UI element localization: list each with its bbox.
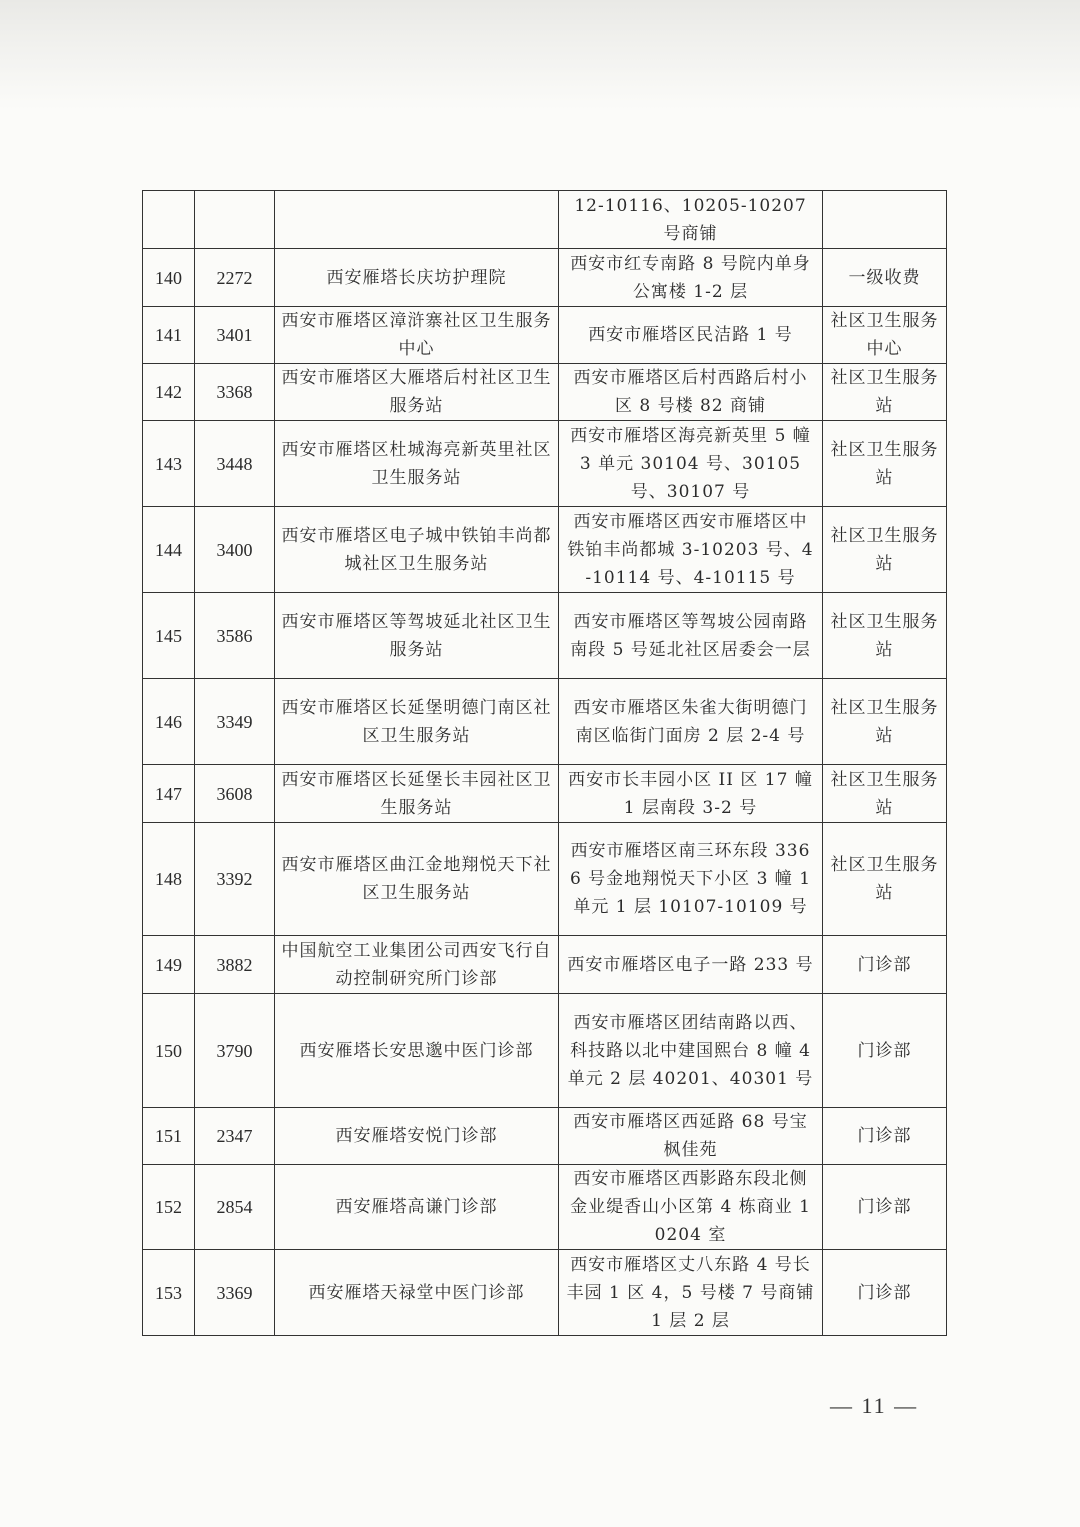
table-row <box>143 1165 947 1250</box>
row-index <box>143 191 195 249</box>
row-category: 社区卫生服务站 <box>823 765 947 823</box>
table-row <box>143 1250 947 1336</box>
row-code: 3369 <box>195 1250 275 1336</box>
row-name: 西安市雁塔区长延堡明德门南区社区卫生服务站 <box>275 679 559 765</box>
row-index: 146 <box>143 679 195 765</box>
row-name: 西安雁塔长庆坊护理院 <box>275 249 559 307</box>
row-category: 社区卫生服务站 <box>823 679 947 765</box>
row-index: 152 <box>143 1165 195 1250</box>
row-category: 社区卫生服务站 <box>823 364 947 421</box>
row-code: 3368 <box>195 364 275 421</box>
row-name: 西安雁塔高谦门诊部 <box>275 1165 559 1250</box>
row-address: 西安市雁塔区西安市雁塔区中铁铂丰尚都城 3-10203 号、4-10114 号、4-10115 号 <box>559 507 823 593</box>
row-index: 151 <box>143 1108 195 1165</box>
row-name: 西安雁塔长安思邈中医门诊部 <box>275 994 559 1108</box>
table-row <box>143 249 947 307</box>
scan-shadow <box>0 0 1080 110</box>
row-index: 143 <box>143 421 195 507</box>
row-code: 3400 <box>195 507 275 593</box>
row-category: 门诊部 <box>823 936 947 994</box>
row-category: 一级收费 <box>823 249 947 307</box>
table-row <box>143 1108 947 1165</box>
row-index: 147 <box>143 765 195 823</box>
row-name: 西安市雁塔区电子城中铁铂丰尚都城社区卫生服务站 <box>275 507 559 593</box>
row-address: 西安市雁塔区丈八东路 4 号长丰园 1 区 4，5 号楼 7 号商铺 1 层 2 层 <box>559 1250 823 1336</box>
table-row <box>143 364 947 421</box>
row-category: 社区卫生服务中心 <box>823 307 947 364</box>
row-name <box>275 191 559 249</box>
row-index: 153 <box>143 1250 195 1336</box>
row-address: 西安市红专南路 8 号院内单身公寓楼 1-2 层 <box>559 249 823 307</box>
table-row <box>143 593 947 679</box>
row-name: 西安市雁塔区等驾坡延北社区卫生服务站 <box>275 593 559 679</box>
row-address: 12-10116、10205-10207 号商铺 <box>559 191 823 249</box>
row-name: 西安市雁塔区漳浒寨社区卫生服务中心 <box>275 307 559 364</box>
row-address: 西安市雁塔区南三环东段 3366 号金地翔悦天下小区 3 幢 1 单元 1 层 10107-10109 号 <box>559 823 823 936</box>
row-code: 3882 <box>195 936 275 994</box>
row-code <box>195 191 275 249</box>
row-address: 西安市雁塔区西延路 68 号宝枫佳苑 <box>559 1108 823 1165</box>
table-row <box>143 679 947 765</box>
row-code: 3608 <box>195 765 275 823</box>
table-row <box>143 307 947 364</box>
table-row <box>143 191 947 249</box>
row-name: 西安市雁塔区长延堡长丰园社区卫生服务站 <box>275 765 559 823</box>
table-row <box>143 765 947 823</box>
row-code: 3586 <box>195 593 275 679</box>
row-address: 西安市雁塔区电子一路 233 号 <box>559 936 823 994</box>
row-name: 西安雁塔安悦门诊部 <box>275 1108 559 1165</box>
row-address: 西安市雁塔区后村西路后村小区 8 号楼 82 商铺 <box>559 364 823 421</box>
table-row <box>143 994 947 1108</box>
row-code: 3790 <box>195 994 275 1108</box>
row-code: 3401 <box>195 307 275 364</box>
row-category: 门诊部 <box>823 994 947 1108</box>
table-row <box>143 823 947 936</box>
row-index: 142 <box>143 364 195 421</box>
table-row <box>143 936 947 994</box>
row-name: 中国航空工业集团公司西安飞行自动控制研究所门诊部 <box>275 936 559 994</box>
row-category <box>823 191 947 249</box>
row-index: 145 <box>143 593 195 679</box>
row-code: 2272 <box>195 249 275 307</box>
row-category: 社区卫生服务站 <box>823 507 947 593</box>
row-code: 2347 <box>195 1108 275 1165</box>
row-address: 西安市雁塔区海亮新英里 5 幢 3 单元 30104 号、30105 号、30107 号 <box>559 421 823 507</box>
row-name: 西安雁塔天禄堂中医门诊部 <box>275 1250 559 1336</box>
table-row <box>143 421 947 507</box>
row-code: 2854 <box>195 1165 275 1250</box>
table-row <box>143 507 947 593</box>
row-category: 社区卫生服务站 <box>823 593 947 679</box>
row-code: 3392 <box>195 823 275 936</box>
row-index: 150 <box>143 994 195 1108</box>
row-category: 门诊部 <box>823 1108 947 1165</box>
row-index: 149 <box>143 936 195 994</box>
institution-table <box>142 190 947 1336</box>
row-name: 西安市雁塔区曲江金地翔悦天下社区卫生服务站 <box>275 823 559 936</box>
row-address: 西安市雁塔区西影路东段北侧金业缇香山小区第 4 栋商业 10204 室 <box>559 1165 823 1250</box>
row-index: 141 <box>143 307 195 364</box>
row-address: 西安市雁塔区朱雀大街明德门南区临街门面房 2 层 2-4 号 <box>559 679 823 765</box>
row-index: 144 <box>143 507 195 593</box>
row-code: 3349 <box>195 679 275 765</box>
row-address: 西安市长丰园小区 II 区 17 幢 1 层南段 3-2 号 <box>559 765 823 823</box>
row-category: 门诊部 <box>823 1250 947 1336</box>
row-address: 西安市雁塔区等驾坡公园南路南段 5 号延北社区居委会一层 <box>559 593 823 679</box>
row-category: 门诊部 <box>823 1165 947 1250</box>
row-address: 西安市雁塔区民洁路 1 号 <box>559 307 823 364</box>
row-address: 西安市雁塔区团结南路以西、科技路以北中建国熙台 8 幢 4 单元 2 层 40201、40301 号 <box>559 994 823 1108</box>
page-number: — 11 — <box>830 1393 919 1418</box>
row-index: 148 <box>143 823 195 936</box>
row-name: 西安市雁塔区大雁塔后村社区卫生服务站 <box>275 364 559 421</box>
row-code: 3448 <box>195 421 275 507</box>
row-index: 140 <box>143 249 195 307</box>
row-name: 西安市雁塔区杜城海亮新英里社区卫生服务站 <box>275 421 559 507</box>
row-category: 社区卫生服务站 <box>823 421 947 507</box>
row-category: 社区卫生服务站 <box>823 823 947 936</box>
